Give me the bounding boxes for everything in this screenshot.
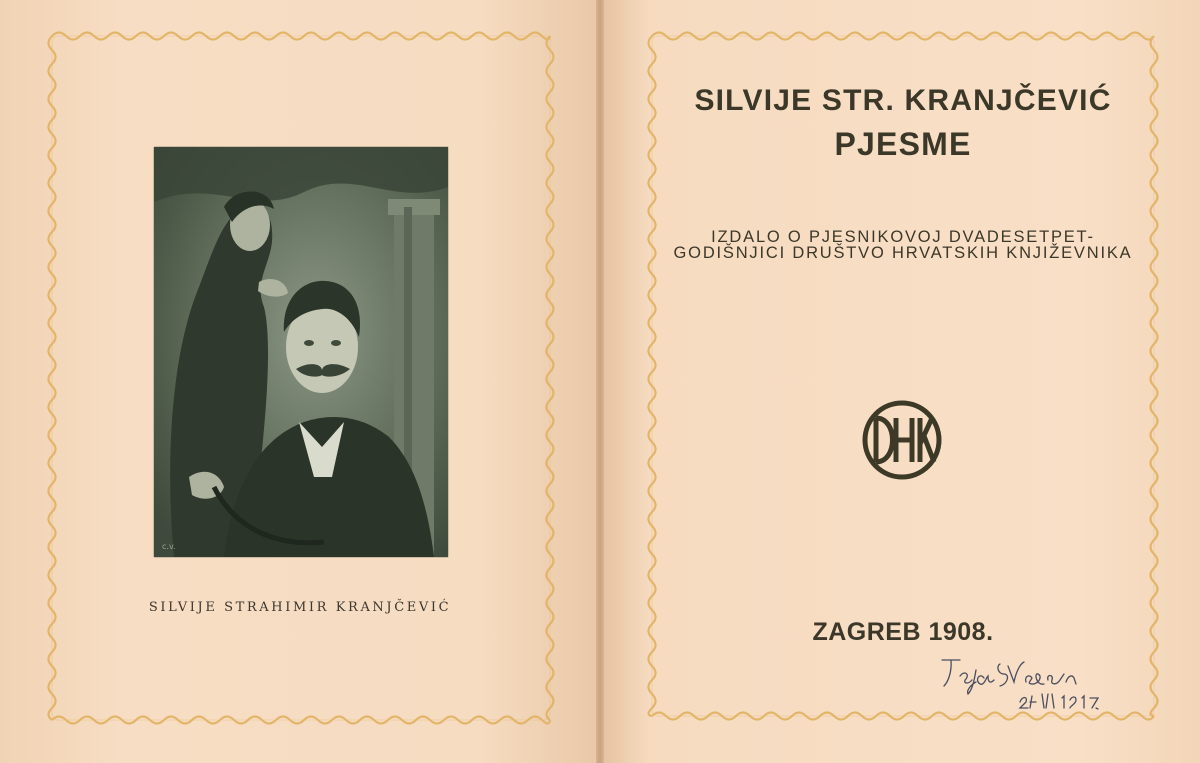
handwritten-signature [930, 652, 1130, 712]
dhk-publisher-logo [862, 400, 942, 480]
publication-place-year: ZAGREB 1908. [812, 618, 994, 646]
svg-text:c.v.: c.v. [162, 542, 176, 551]
book-title: PJESME [834, 126, 972, 162]
book-gutter [596, 0, 604, 763]
publisher-line-2: GODIŠNJICI DRUŠTVO HRVATSKIH KNJIŽEVNIKA [673, 244, 1133, 262]
portrait-caption: SILVIJE STRAHIMIR KRANJČEVIĆ [148, 600, 452, 615]
author-name: SILVIJE STR. KRANJČEVIĆ [694, 84, 1112, 117]
portrait-illustration [154, 147, 448, 557]
publisher-line-1: IZDALO O PJESNIKOVOJ DVADESETPET- [711, 228, 1095, 246]
